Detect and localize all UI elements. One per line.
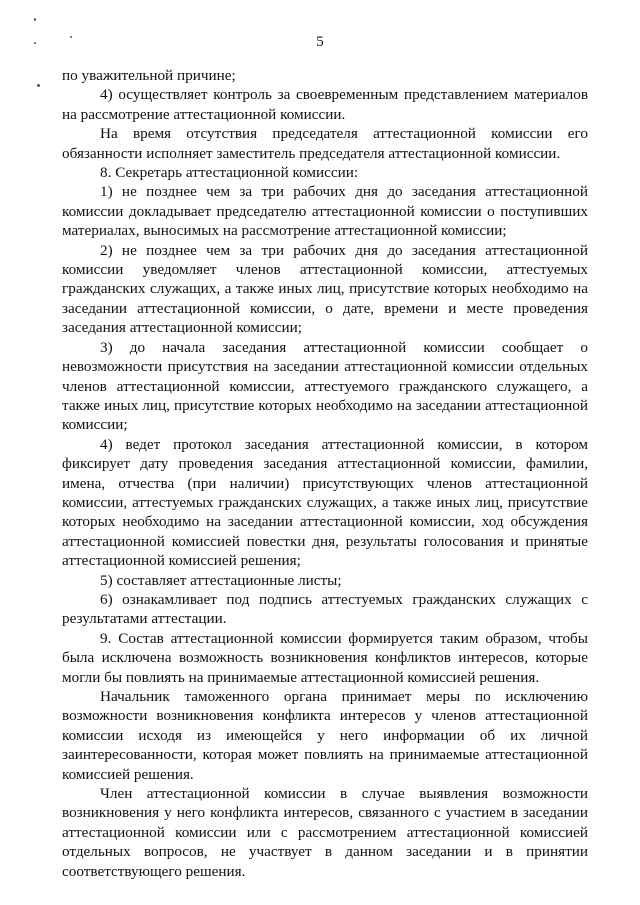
paragraph-4: 8. Секретарь аттестационной комиссии: [100, 164, 359, 182]
paragraph-1: по уважительной причине; [62, 67, 236, 84]
paragraph-3: На время отсутствия председателя аттестационной комиссии его обязанности исполняет заместитель председателя аттестационной комиссии. [62, 125, 588, 162]
paragraph-10: 6) ознакамливает под подпись аттестуемых гражданских служащих с результатами аттестации. [62, 590, 588, 628]
scan-speck-4 [37, 84, 40, 87]
page-number: 5 [316, 34, 324, 50]
paragraph-2: 4) осуществляет контроль за своевременным представлением материалов на рассмотрение аттестационной комиссии. [62, 86, 588, 123]
scan-speck-1 [34, 18, 36, 21]
paragraph-8: 4) ведет протокол заседания аттестационной комиссии, в котором фиксирует дату проведения заседания аттестационной комиссии, фамилии, имена, отчества (при наличии) присутствующих членов аттестационной комиссии, аттестуемых гражданских служащих, а также иных лиц, присутствие которых необходимо на заседании аттестационной комиссии, ход обсуждения аттестационной комиссией повестки дня, результаты голосования и принятые аттестационной комиссией решения; [62, 435, 588, 570]
document-body [62, 66, 588, 881]
paragraph-7: 3) до начала заседания аттестационной комиссии сообщает о невозможности присутствия на заседании аттестационной комиссии отдельных членов аттестационной комиссии, аттестуемого гражданского служащего, а также иных лиц, присутствие которых необходимо на заседании аттестационной комиссии; [62, 338, 588, 434]
paragraph-13: Член аттестационной комиссии в случае выявления возможности возникновения у него конфликта интересов, связанного с участием в заседании аттестационной комиссии или с рассмотрением аттестационной комиссией отдельных вопросов, не участвует в данном заседании и в принятии соответствующего решения. [62, 785, 588, 880]
paragraph-6: 2) не позднее чем за три рабочих дня до заседания аттестационной комиссии уведомляет членов аттестационной комиссии, аттестуемых гражданских служащих, а также иных лиц, присутствие которых необходимо на заседании аттестационной комиссии, о дате, времени и месте проведения заседания аттестационной комиссии; [62, 241, 588, 337]
paragraph-5: 1) не позднее чем за три рабочих дня до заседания аттестационной комиссии докладывает председателю аттестационной комиссии о поступивших материалах, выносимых на рассмотрение аттестационной комиссии; [62, 183, 588, 240]
paragraph-9: 5) составляет аттестационные листы; [100, 571, 342, 589]
paragraph-12: Начальник таможенного органа принимает меры по исключению возможности возникновения конфликта интересов у членов аттестационной комиссии исходя из имеющейся у него информации об их личной заинтересованности, которая может повлиять на принимаемые аттестационной комиссией решения. [62, 688, 588, 783]
paragraph-11: 9. Состав аттестационной комиссии формируется таким образом, чтобы была исключена возможность возникновения конфликтов интересов, которые могли бы повлиять на принимаемые аттестационной комиссией решения. [62, 629, 588, 686]
